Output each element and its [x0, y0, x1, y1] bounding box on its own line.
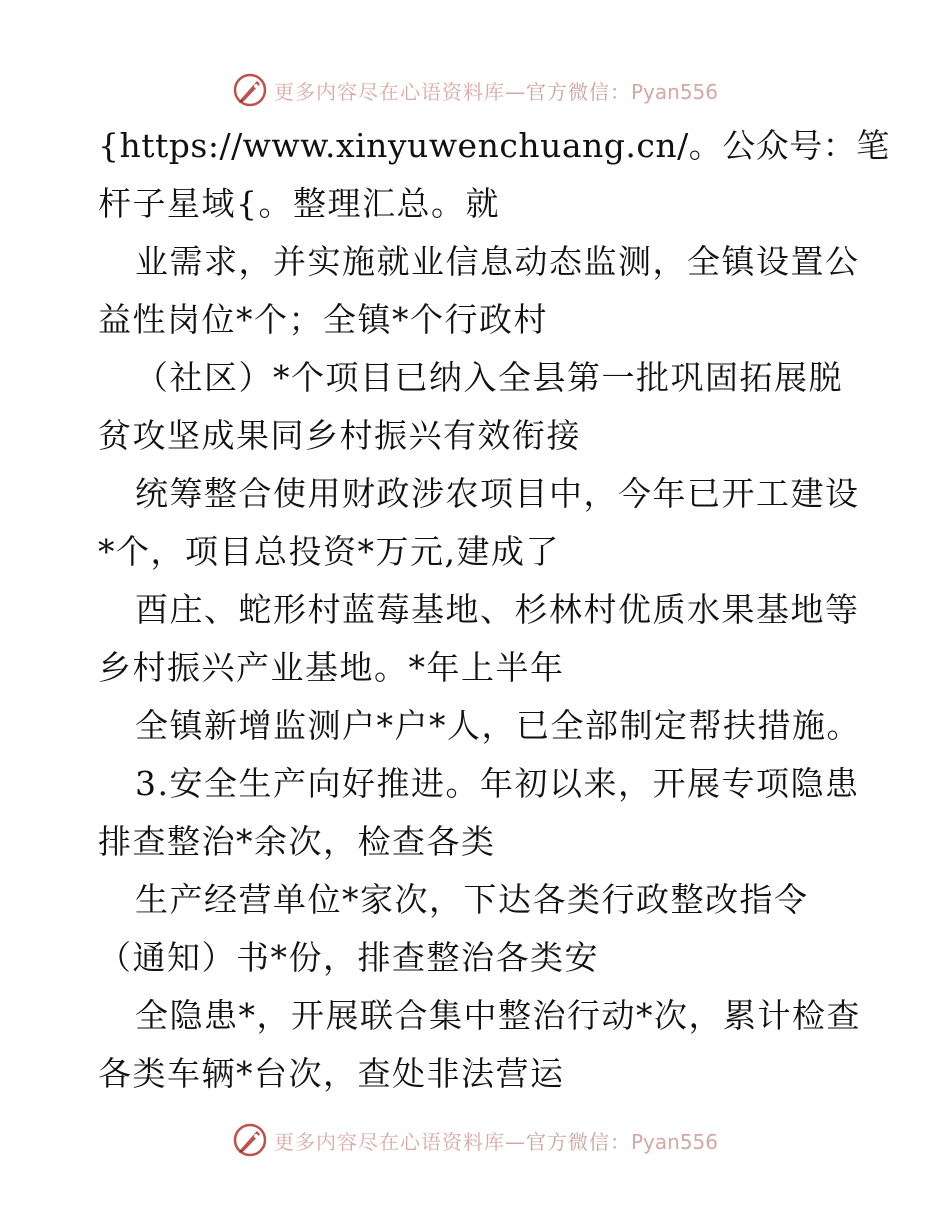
body-line: 杆子星域{。整理汇总。就: [98, 184, 500, 223]
body-line: 各类车辆*台次，查处非法营运: [98, 1054, 565, 1093]
body-line: *个，项目总投资*万元,建成了: [98, 532, 560, 571]
footer-banner-text: [274, 1126, 718, 1155]
body-line: 酉庄、蛇形村蓝莓基地、杉林村优质水果基地等: [135, 590, 860, 629]
footer-banner-dash: —: [504, 1129, 526, 1154]
body-line: 3.安全生产向好推进。年初以来，开展专项隐患: [135, 764, 860, 803]
body-line: 统筹整合使用财政涉农项目中，今年已开工建设: [135, 474, 860, 513]
header-banner-title: 更多内容尽在心语资料库: [273, 79, 505, 104]
quill-logo-icon: [232, 1122, 268, 1158]
header-banner-text: [274, 76, 718, 105]
body-line: （通知）书*份，排查整治各类安: [98, 938, 599, 977]
footer-banner-id: Pyan556: [630, 1129, 718, 1154]
body-line: 业需求，并实施就业信息动态监测，全镇设置公: [135, 242, 860, 281]
body-line: 乡村振兴产业基地。*年上半年: [98, 648, 565, 687]
body-line: 排查整治*余次，检查各类: [98, 822, 496, 861]
body-line: （社区）*个项目已纳入全县第一批巩固拓展脱: [135, 358, 843, 397]
footer-banner: [0, 1120, 950, 1160]
body-text: [98, 124, 890, 1110]
body-line: 全隐患*，开展联合集中整治行动*次，累计检查: [135, 996, 861, 1035]
footer-banner-title: 更多内容尽在心语资料库: [273, 1129, 505, 1154]
body-line: 益性岗位*个；全镇*个行政村: [98, 300, 548, 339]
body-line: 全镇新增监测户*户*人，已全部制定帮扶措施。: [135, 706, 861, 745]
header-banner-label: 官方微信：: [525, 79, 631, 104]
footer-banner-label: 官方微信：: [525, 1129, 631, 1154]
body-line: {https://www.xinyuwenchuang.cn/。公众号：笔: [98, 126, 890, 165]
quill-logo-icon: [232, 72, 268, 108]
body-line: 生产经营单位*家次，下达各类行政整改指令: [135, 880, 809, 919]
header-banner-id: Pyan556: [630, 79, 718, 104]
body-line: 贫攻坚成果同乡村振兴有效衔接: [98, 416, 581, 455]
header-banner-dash: —: [504, 79, 526, 104]
header-banner: [0, 70, 950, 110]
